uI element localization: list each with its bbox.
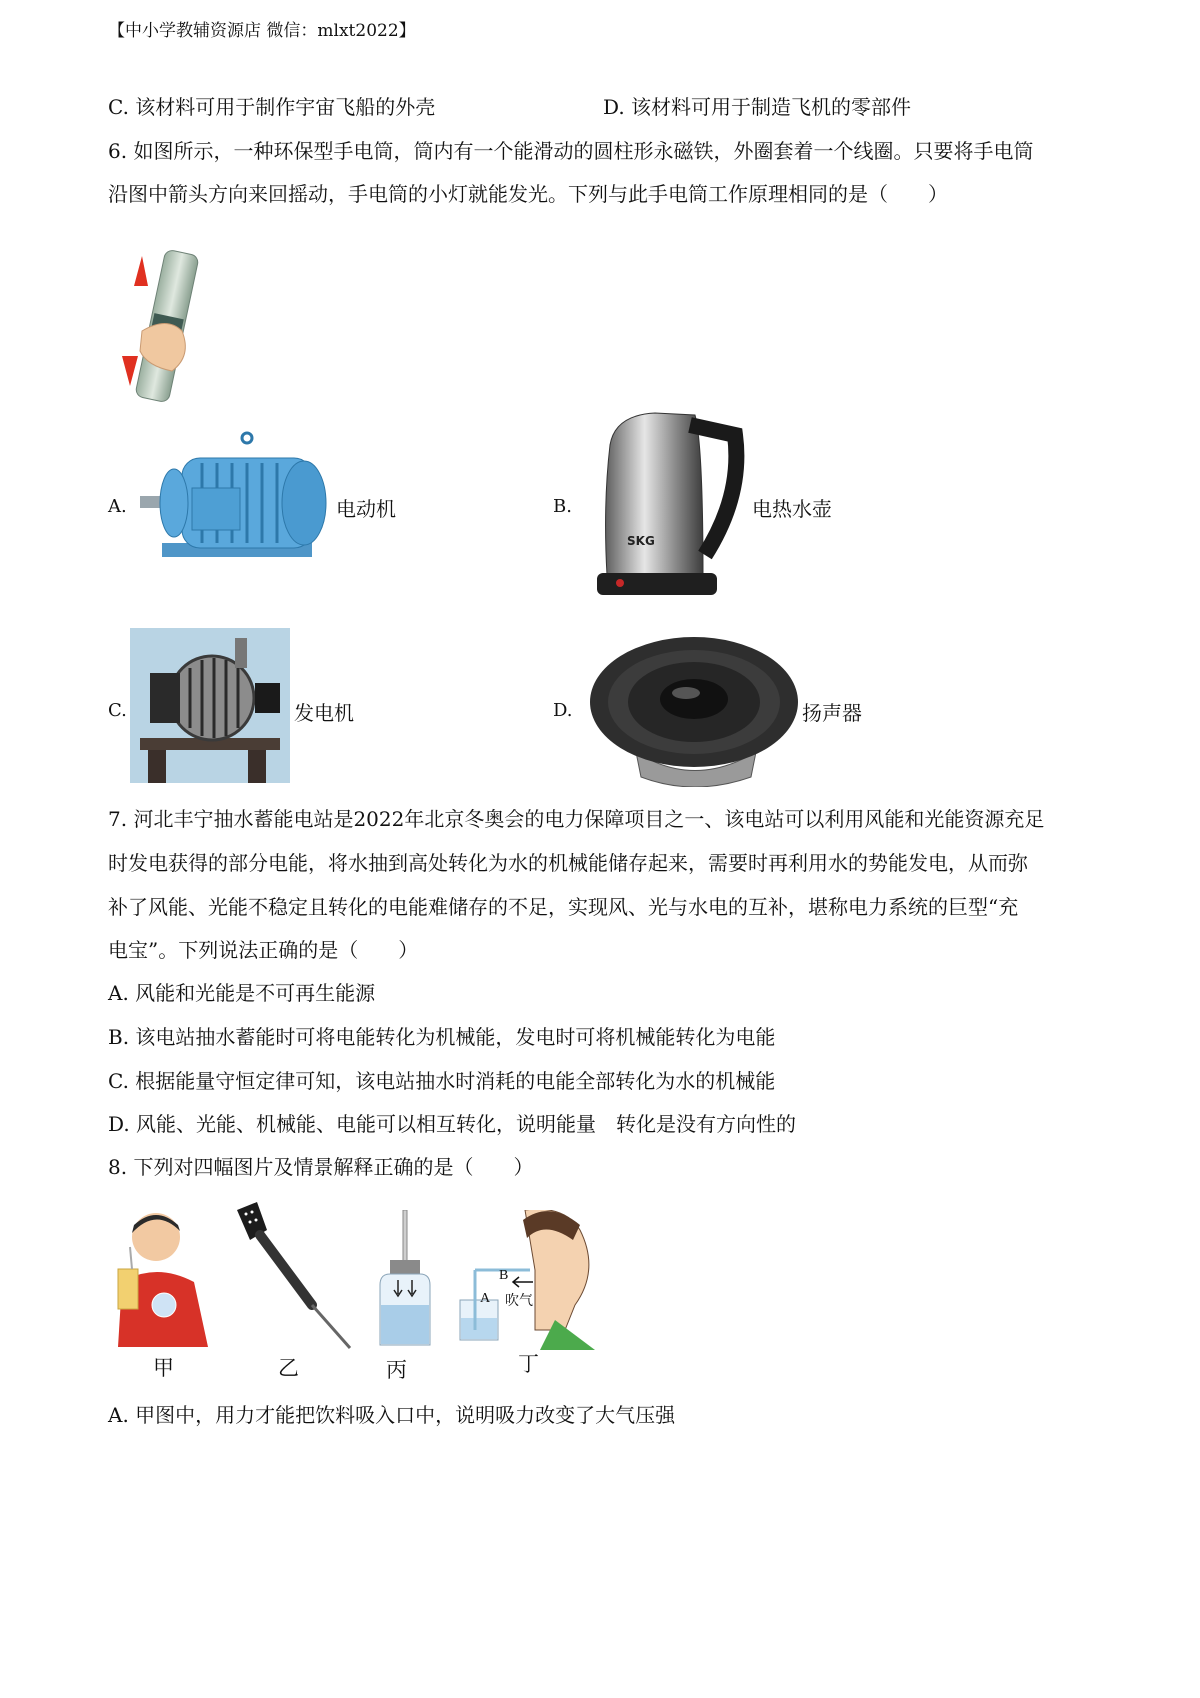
kettle-brand: SKG <box>627 534 655 548</box>
q8-option-a: A. 甲图中，用力才能把饮料吸入口中，说明吸力改变了大气压强 <box>108 1403 676 1427</box>
figure-label-bing: 丙 <box>386 1358 407 1382</box>
speaker-image <box>586 627 801 787</box>
figure-label-jia: 甲 <box>153 1356 174 1380</box>
fig4-label-blow: 吹气 <box>505 1293 533 1309</box>
q7-option-d: D. 风能、光能、机械能、电能可以相互转化，说明能量 转化是没有方向性的 <box>108 1112 797 1136</box>
q6-option-d-name: 扬声器 <box>802 701 862 725</box>
flashlight-image <box>112 246 222 411</box>
q6-option-c-name: 发电机 <box>294 701 354 725</box>
q7-option-b: B. 该电站抽水蓄能时可将电能转化为机械能，发电时可将机械能转化为电能 <box>108 1025 776 1049</box>
fig4-label-a: A <box>480 1291 491 1306</box>
q5-option-c: C. 该材料可用于制作宇宙飞船的外壳 <box>108 95 436 119</box>
figure-jia-child-drinking <box>108 1207 213 1347</box>
q7-stem-line3: 补了风能、光能不稳定且转化的电能难储存的不足，实现风、光与水电的互补，堪称电力系统的巨型“充 <box>108 895 1019 919</box>
q6-option-d-letter: D. <box>553 700 573 721</box>
electric-motor-image <box>132 428 332 573</box>
q7-stem-line1: 7. 河北丰宁抽水蓄能电站是2022年北京冬奥会的电力保障项目之一、该电站可以利用风能和光能资源充足 <box>108 807 1045 831</box>
q6-option-c-letter: C. <box>108 700 127 721</box>
figure-yi-dart <box>232 1200 357 1350</box>
generator-image <box>130 628 290 783</box>
q6-option-a-name: 电动机 <box>336 497 396 521</box>
figure-bing-bottle <box>370 1210 440 1350</box>
figure-label-ding: 丁 <box>518 1352 539 1376</box>
q6-option-a-letter: A. <box>108 496 127 517</box>
q6-stem-line1: 6. 如图所示，一种环保型手电筒，筒内有一个能滑动的圆柱形永磁铁，外圈套着一个线圈。只要将手电筒 <box>108 139 1034 163</box>
fig4-label-b: B <box>499 1268 509 1283</box>
q7-option-c: C. 根据能量守恒定律可知，该电站抽水时消耗的电能全部转化为水的机械能 <box>108 1069 776 1093</box>
q7-option-a: A. 风能和光能是不可再生能源 <box>108 981 376 1005</box>
q5-option-d: D. 该材料可用于制造飞机的零部件 <box>603 95 912 119</box>
q6-stem-line2: 沿图中箭头方向来回摇动，手电筒的小灯就能发光。下列与此手电筒工作原理相同的是（ ） <box>108 182 948 206</box>
electric-kettle-image <box>585 405 745 600</box>
page-header: 【中小学教辅资源店 微信：mlxt2022】 <box>108 21 416 41</box>
figure-label-yi: 乙 <box>278 1356 299 1380</box>
q6-option-b-letter: B. <box>553 496 572 517</box>
figure-ding-blowing <box>455 1210 600 1350</box>
q7-stem-line2: 时发电获得的部分电能，将水抽到高处转化为水的机械能储存起来，需要时再利用水的势能发电，从而弥 <box>108 851 1028 875</box>
q8-stem: 8. 下列对四幅图片及情景解释正确的是（ ） <box>108 1155 534 1179</box>
q6-option-b-name: 电热水壶 <box>752 497 832 521</box>
q7-stem-line4: 电宝”。下列说法正确的是（ ） <box>108 938 419 962</box>
